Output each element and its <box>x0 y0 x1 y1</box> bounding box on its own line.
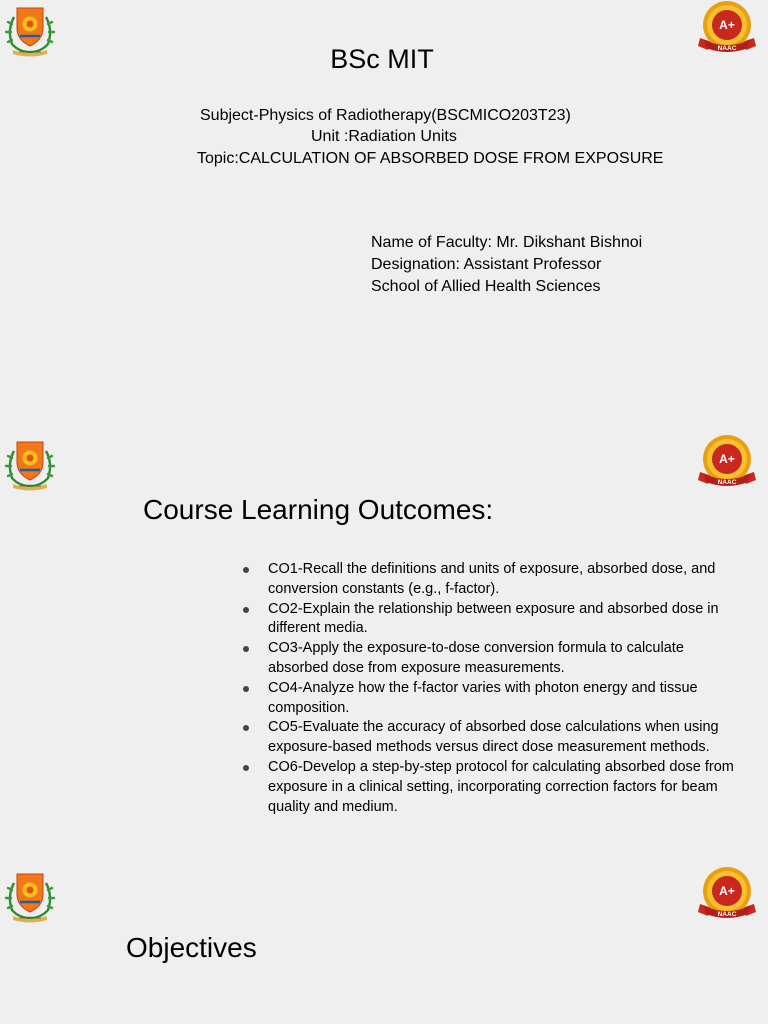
naac-grade: A+ <box>719 452 735 466</box>
naac-badge-icon <box>696 434 758 492</box>
university-emblem-icon <box>3 436 57 492</box>
naac-grade: A+ <box>719 884 735 898</box>
list-item: CO6-Develop a step-by-step protocol for calculating absorbed dose from exposure in a clinical setting, incorporating correction factors for beam quality and medium. <box>268 758 736 817</box>
faculty-designation: Designation: Assistant Professor <box>371 256 602 273</box>
slide-objectives <box>0 868 768 1024</box>
outcomes-heading: Course Learning Outcomes: <box>143 494 494 525</box>
naac-label: NAAC <box>717 45 737 52</box>
faculty-name: Name of Faculty: Mr. Dikshant Bishnoi <box>371 234 643 251</box>
topic-line: Topic:CALCULATION OF ABSORBED DOSE FROM EXPOSURE <box>197 150 664 167</box>
list-item: CO3-Apply the exposure-to-dose conversion formula to calculate absorbed dose from exposure measurements. <box>268 639 736 679</box>
faculty-school: School of Allied Health Sciences <box>371 278 601 295</box>
naac-label: NAAC <box>717 911 737 918</box>
slide-title <box>0 0 768 434</box>
objectives-heading: Objectives <box>126 932 257 963</box>
faculty-info <box>371 232 642 298</box>
list-item: CO1-Recall the definitions and units of exposure, absorbed dose, and conversion constants (e.g., f-factor). <box>268 560 736 600</box>
naac-badge-icon <box>696 866 758 924</box>
naac-grade: A+ <box>719 18 735 32</box>
list-item: CO5-Evaluate the accuracy of absorbed dose calculations when using exposure-based methods versus direct dose measurement methods. <box>268 718 736 758</box>
subject-line: Subject-Physics of Radiotherapy(BSCMICO203T23) <box>200 107 571 124</box>
slide-course-outcomes <box>0 434 768 868</box>
list-item: CO4-Analyze how the f-factor varies with photon energy and tissue composition. <box>268 679 736 719</box>
page-title: BSc MIT <box>330 44 434 74</box>
university-emblem-icon <box>3 868 57 924</box>
outcomes-list <box>268 560 736 817</box>
naac-label: NAAC <box>717 479 737 486</box>
unit-line: Unit :Radiation Units <box>311 128 457 145</box>
list-item: CO2-Explain the relationship between exposure and absorbed dose in different media. <box>268 600 736 640</box>
